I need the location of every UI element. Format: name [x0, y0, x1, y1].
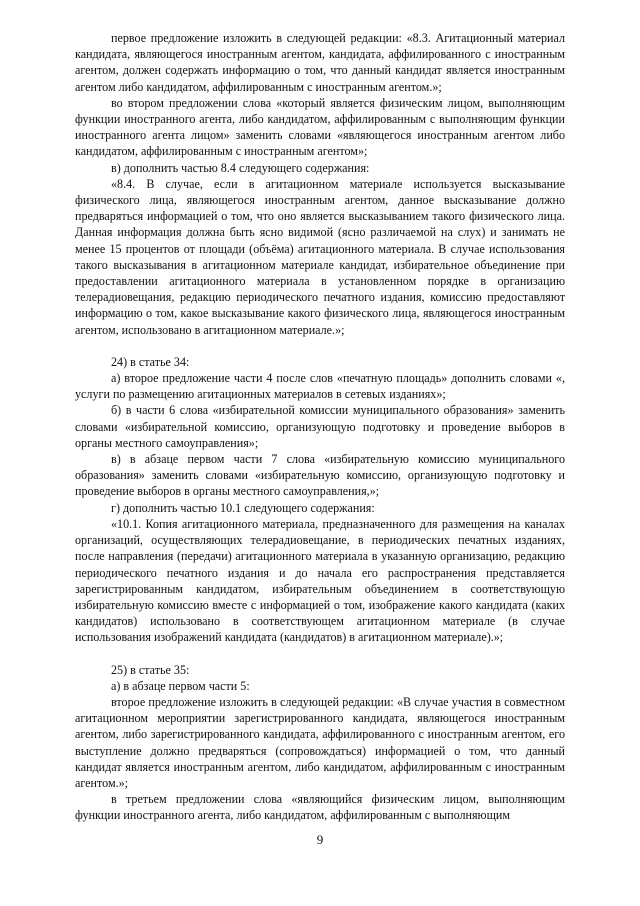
- paragraph: во втором предложении слова «который является физическим лицом, выполняющим функции иностранного агента, либо кандидатом, аффилированным с выполняющим функции иностранного агента лицом» заменить словами «являющегося иностранным агентом либо кандидатом, аффилированным с иностранным агентом»;: [75, 95, 565, 159]
- paragraph: а) в абзаце первом части 5:: [111, 678, 250, 693]
- paragraph: г) дополнить частью 10.1 следующего содержания:: [111, 500, 375, 515]
- page-number: 9: [316, 832, 324, 847]
- paragraph: в) в абзаце первом части 7 слова «избирательную комиссию муниципального образования» заменить словами «избирательную комиссию, организующую подготовку и проведение выборов в органы местного самоуправления,»;: [75, 452, 565, 499]
- paragraph: «10.1. Копия агитационного материала, предназначенного для размещения на каналах организаций, осуществляющих телерадиовещание, в периодических печатных изданиях, после направления (передачи) агитационного материала в указанную организацию, редакцию периодического печатного издания и до начала его распространения представляется зарегистрированным кандидатом, избирательным объединением в соответствующую избирательную комиссию вместе с информацией о том, изображение какого кандидата (каких кандидатов) использовано в соответствующем агитационном материале (в случае использования изображений кандидата (кандидатов) в агитационном материале).»;: [75, 516, 565, 645]
- paragraph: второе предложение изложить в следующей редакции: «В случае участия в совместном агитационном мероприятии зарегистрированного кандидата, являющегося иностранным агентом, либо зарегистрированного кандидата, аффилированного с иностранным агентом, его выступление должно предваряться (сопровождаться) информацией о том, что данный кандидат является иностранным агентом, либо кандидатом, аффилированным с иностранным агентом.»;: [75, 694, 565, 790]
- paragraph: в) дополнить частью 8.4 следующего содержания:: [111, 160, 370, 175]
- paragraph: «8.4. В случае, если в агитационном материале используется высказывание физического лица, являющегося иностранным агентом, данное высказывание должно предваряться информацией о том, что оно является высказыванием такого физического лица. Данная информация должна быть ясно видимой (ясно различаемой на слух) и занимать не менее 15 процентов от площади (объёма) агитационного материала. В случае использования такого высказывания в агитационном материале кандидат, избирательное объединение при предоставлении агитационного материала в установленном порядке в организацию телерадиовещания, редакцию периодического печатного издания, комиссию предоставляют информацию о том, какое высказывание какого физического лица, являющегося иностранным агентом, использовано в агитационном материале.»;: [75, 176, 565, 337]
- paragraph: в третьем предложении слова «являющийся физическим лицом, выполняющим функции иностранного агента, либо кандидатом, аффилированным с выполняющим: [75, 792, 565, 823]
- paragraph: а) второе предложение части 4 после слов «печатную площадь» дополнить словами «, услуги по размещению агитационных материалов в сетевых изданиях»;: [75, 371, 565, 402]
- section-heading: 25) в статье 35:: [111, 662, 190, 677]
- paragraph: б) в части 6 слова «избирательной комиссии муниципального образования» заменить словами «избирательной комиссию, организующую подготовку и проведение выборов в органы местного самоуправления»;: [75, 403, 565, 450]
- section-heading: 24) в статье 34:: [111, 354, 190, 369]
- document-body: [75, 30, 565, 824]
- paragraph: первое предложение изложить в следующей редакции: «8.3. Агитационный материал кандидата, являющегося иностранным агентом, кандидата, аффилированного с иностранным агентом, должен содержать информацию о том, что данный кандидат является иностранным агентом либо кандидатом, аффилированным с иностранным агентом.»;: [75, 31, 565, 94]
